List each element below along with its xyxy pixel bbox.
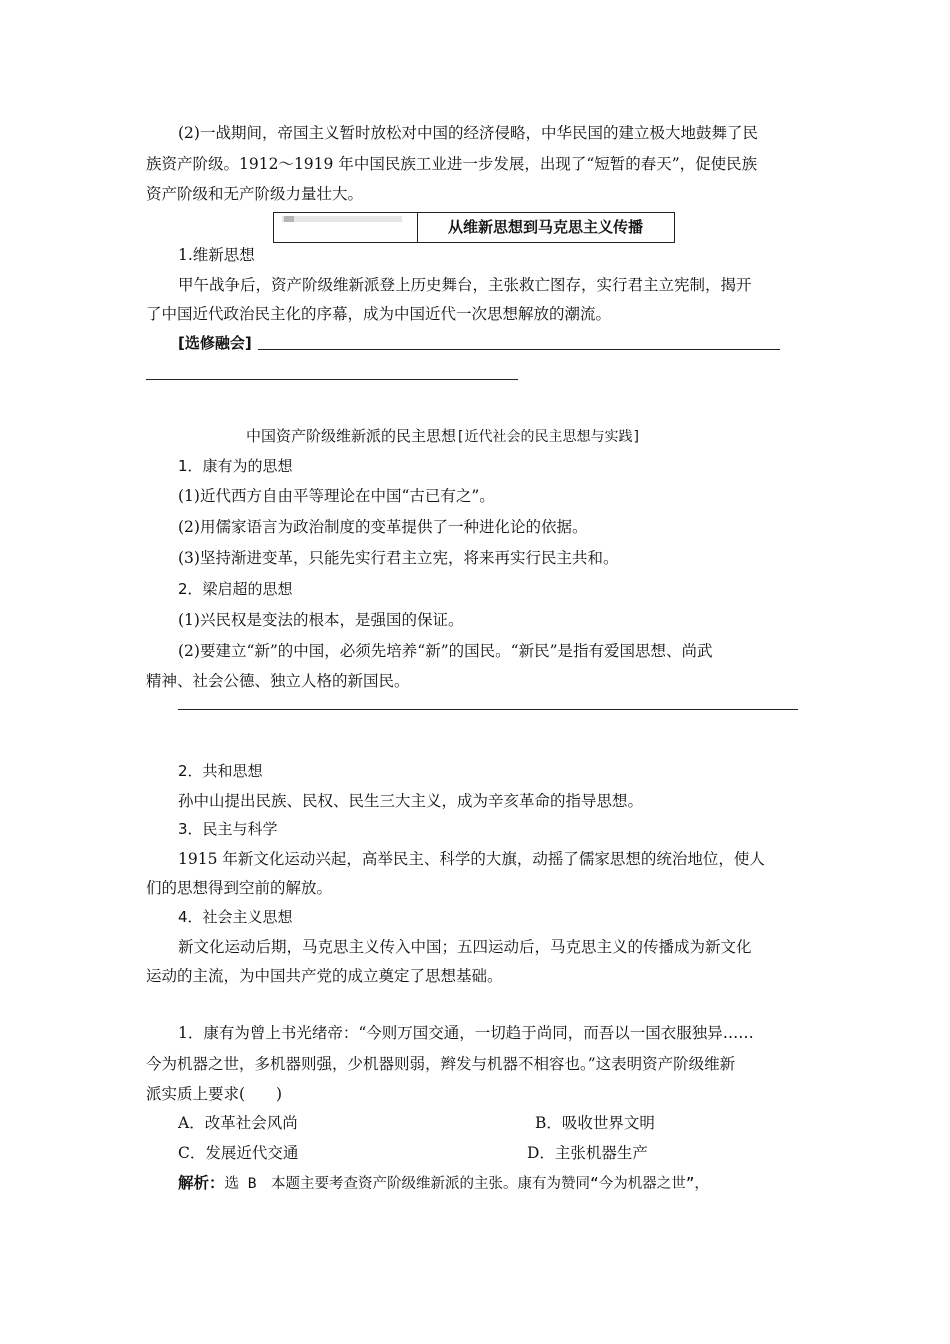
item4-heading: 4．社会主义思想 bbox=[178, 908, 293, 926]
elective-separator bbox=[146, 379, 518, 380]
item4-line-2: 运动的主流，为中国共产党的成立奠定了思想基础。 bbox=[146, 967, 503, 985]
intro-line-3: 资产阶级和无产阶级力量壮大。 bbox=[146, 185, 364, 203]
liang-point-2-line-1: (2)要建立“新”的中国，必须先培养“新”的国民。“新民”是指有爱国思想、尚武 bbox=[178, 642, 713, 660]
liang-heading: 2．梁启超的思想 bbox=[178, 580, 293, 598]
elective-underline bbox=[258, 349, 780, 350]
question-line-3: 派实质上要求( ) bbox=[146, 1085, 283, 1103]
item2-line-1: 孙中山提出民族、民权、民生三大主义，成为辛亥革命的指导思想。 bbox=[178, 792, 644, 810]
kang-point-1: (1)近代西方自由平等理论在中国“古已有之”。 bbox=[178, 487, 495, 505]
elective-title-main: 中国资产阶级维新派的民主思想 bbox=[246, 427, 457, 445]
item2-heading: 2．共和思想 bbox=[178, 762, 263, 780]
liang-point-1: (1)兴民权是变法的根本，是强国的保证。 bbox=[178, 611, 464, 629]
kang-point-3: (3)坚持渐进变革，只能先实行君主立宪，将来再实行民主共和。 bbox=[178, 549, 619, 567]
section-title: 从维新思想到马克思主义传播 bbox=[447, 218, 643, 236]
item4-line-1: 新文化运动后期，马克思主义传入中国；五四运动后，马克思主义的传播成为新文化 bbox=[178, 938, 752, 956]
option-b: B．吸收世界文明 bbox=[535, 1114, 655, 1132]
item3-line-1: 1915 年新文化运动兴起，高举民主、科学的大旗，动摇了儒家思想的统治地位，使人 bbox=[178, 850, 765, 868]
analysis-text: 选 B 本题主要考查资产阶级维新派的主张。康有为赞同“今为机器之世”， bbox=[224, 1176, 709, 1192]
question-line-2: 今为机器之世，多机器则强，少机器则弱，辫发与机器不相容也。”这表明资产阶级维新 bbox=[146, 1055, 736, 1073]
elective-title bbox=[246, 421, 641, 452]
intro-line-1: (2)一战期间，帝国主义暂时放松对中国的经济侵略，中华民国的建立极大地鼓舞了民 bbox=[178, 124, 758, 142]
elective-end-rule bbox=[178, 709, 798, 710]
elective-tag: [选修融会] bbox=[178, 334, 252, 352]
kang-point-2: (2)用儒家语言为政治制度的变革提供了一种进化论的依据。 bbox=[178, 518, 588, 536]
section-box-icon-cell bbox=[274, 213, 418, 242]
item1-line-1: 甲午战争后，资产阶级维新派登上历史舞台，主张救亡图存，实行君主立宪制，揭开 bbox=[178, 276, 752, 294]
section-title-box bbox=[273, 212, 675, 243]
option-c: C．发展近代交通 bbox=[178, 1144, 299, 1162]
elective-title-sub: [近代社会的民主思想与实践] bbox=[456, 429, 641, 445]
item1-line-2: 了中国近代政治民主化的序幕，成为中国近代一次思想解放的潮流。 bbox=[146, 305, 612, 323]
option-a: A．改革社会风尚 bbox=[178, 1114, 298, 1132]
kang-heading: 1．康有为的思想 bbox=[178, 457, 293, 475]
analysis bbox=[178, 1168, 709, 1199]
analysis-label: 解析： bbox=[178, 1174, 225, 1192]
item3-heading: 3．民主与科学 bbox=[178, 820, 278, 838]
item3-line-2: 们的思想得到空前的解放。 bbox=[146, 879, 333, 897]
question-line-1: 1．康有为曾上书光绪帝：“今则万国交通，一切趋于尚同，而吾以一国衣服独异…… bbox=[178, 1024, 754, 1042]
section-banner-icon bbox=[282, 216, 402, 222]
option-d: D．主张机器生产 bbox=[527, 1144, 648, 1162]
intro-line-2: 族资产阶级。1912～1919 年中国民族工业进一步发展，出现了“短暂的春天”，促使民族 bbox=[146, 155, 758, 173]
item1-heading: 1.维新思想 bbox=[178, 246, 255, 264]
liang-point-2-line-2: 精神、社会公德、独立人格的新国民。 bbox=[146, 672, 410, 690]
